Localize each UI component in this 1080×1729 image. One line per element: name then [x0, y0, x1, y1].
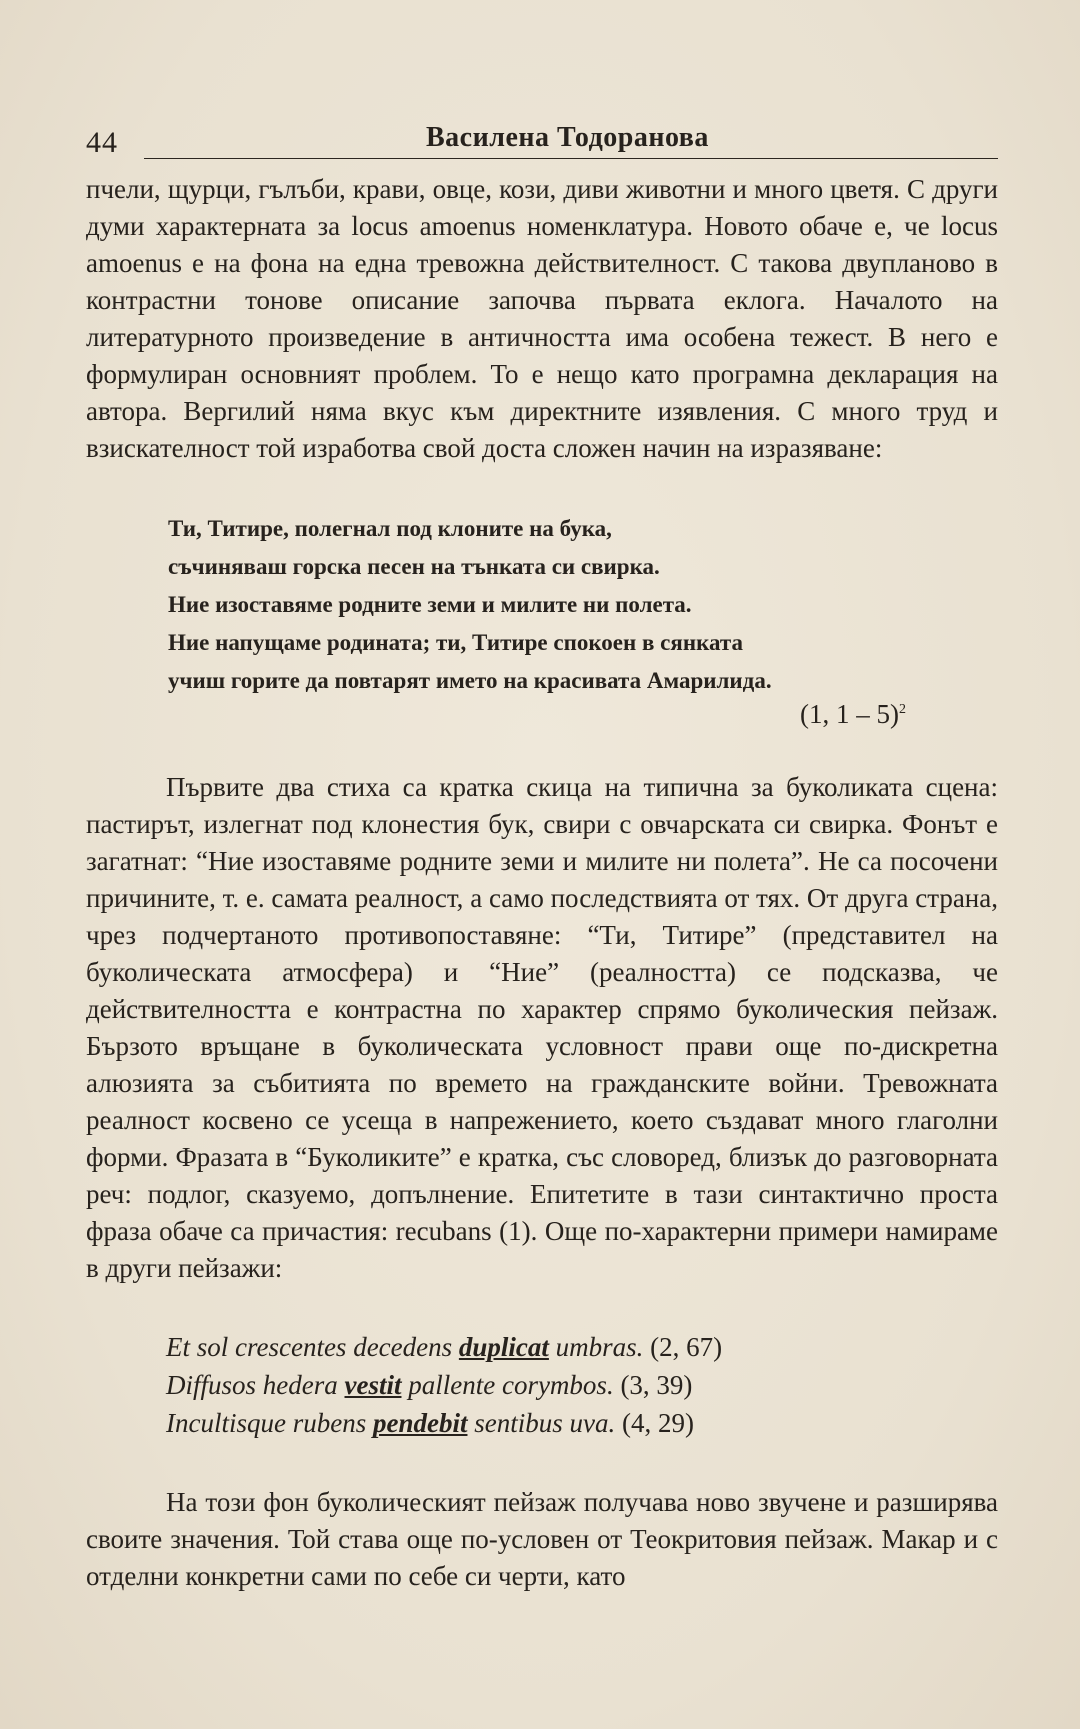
poem-line: Ти, Титире, полегнал под клоните на бука, — [168, 516, 612, 541]
latin-example — [166, 1404, 722, 1442]
example-after: sentibus uva. — [474, 1408, 616, 1438]
poem-citation — [800, 699, 906, 730]
page-number: 44 — [86, 126, 118, 159]
paragraph-2: Първите два стиха са кратка скица на типична за буколиката сцена: пастирът, излегнат под клонестия бук, свири с овчарската си свирка. Фонът е загатнат: “Ние изоставяме родните земи и милите ни полета”. Не са посочени причините, т. е. самата реалност, а само последствията от тях. От друга страна, чрез подчертаното противопоставяне: “Ти, Титире” (представител на буколическата атмосфера) и “Ние” (реалността) се подсказва, че действителността е контрастна по характер спрямо буколическия пейзаж. Бързото връщане в буколическата условност прави още по-дискретна алюзията за събитията по времето на гражданските войни. Тревожната реалност косвено се усеща в напрежението, което създават много глаголни форми. Фразата в “Буколиките” е кратка, със словоред, близък до разговорната реч: подлог, сказуемо, допълнение. Епитетите в тази синтактично проста фраза обаче са причастия: recubans (1). Още по-характерни примери намираме в други пейзажи: — [86, 772, 998, 1283]
poem-line: Ние изоставяме родните земи и милите ни полета. — [168, 592, 692, 617]
example-verb: vestit — [344, 1370, 402, 1400]
example-after: umbras. — [555, 1332, 644, 1362]
latin-example — [166, 1366, 722, 1404]
poem-line: учиш горите да повтарят името на красивата Амарилида. — [168, 668, 772, 693]
example-ref: (4, 29) — [621, 1408, 694, 1438]
poem-quote — [168, 510, 928, 700]
example-verb: pendebit — [372, 1408, 468, 1438]
footnote-marker: 2 — [898, 702, 906, 717]
citation-text: (1, 1 – 5) — [800, 699, 899, 729]
example-before: Diffusos hedera — [166, 1370, 338, 1400]
example-before: Incultisque rubens — [166, 1408, 367, 1438]
example-verb: duplicat — [458, 1332, 549, 1362]
header-rule — [144, 158, 998, 159]
paragraph-1: пчели, щурци, гълъби, крави, овце, кози, диви животни и много цветя. С други думи характерната за locus amoenus номенклатура. Новото обаче е, че locus amoenus е на фона на една тревожна действителност. С такова двупланово в контрастни тонове описание започва първата еклога. Началото на литературното произведение в античността има особена тежест. В него е формулиран основният проблем. То е нещо като програмна декларация на автора. Вергилий няма вкус към директните изявления. С много труд и взискателност той изработва свой доста сложен начин на изразяване: — [86, 174, 998, 463]
running-header — [86, 122, 998, 162]
example-before: Et sol crescentes decedens — [166, 1332, 453, 1362]
author-name: Василена Тодоранова — [426, 122, 709, 153]
latin-example — [166, 1328, 722, 1366]
example-after: pallente corymbos. — [408, 1370, 614, 1400]
poem-line: съчиняваш горска песен на тънката си свирка. — [168, 554, 660, 579]
poem-line: Ние напущаме родината; ти, Титире спокоен в сянката — [168, 630, 743, 655]
example-ref: (2, 67) — [650, 1332, 723, 1362]
latin-examples — [166, 1328, 722, 1442]
example-ref: (3, 39) — [620, 1370, 693, 1400]
paragraph-3: На този фон буколическият пейзаж получава ново звучене и разширява своите значения. Той става още по-условен от Теокритовия пейзаж. Макар и с отделни конкретни сами по себе си черти, като — [86, 1487, 998, 1591]
